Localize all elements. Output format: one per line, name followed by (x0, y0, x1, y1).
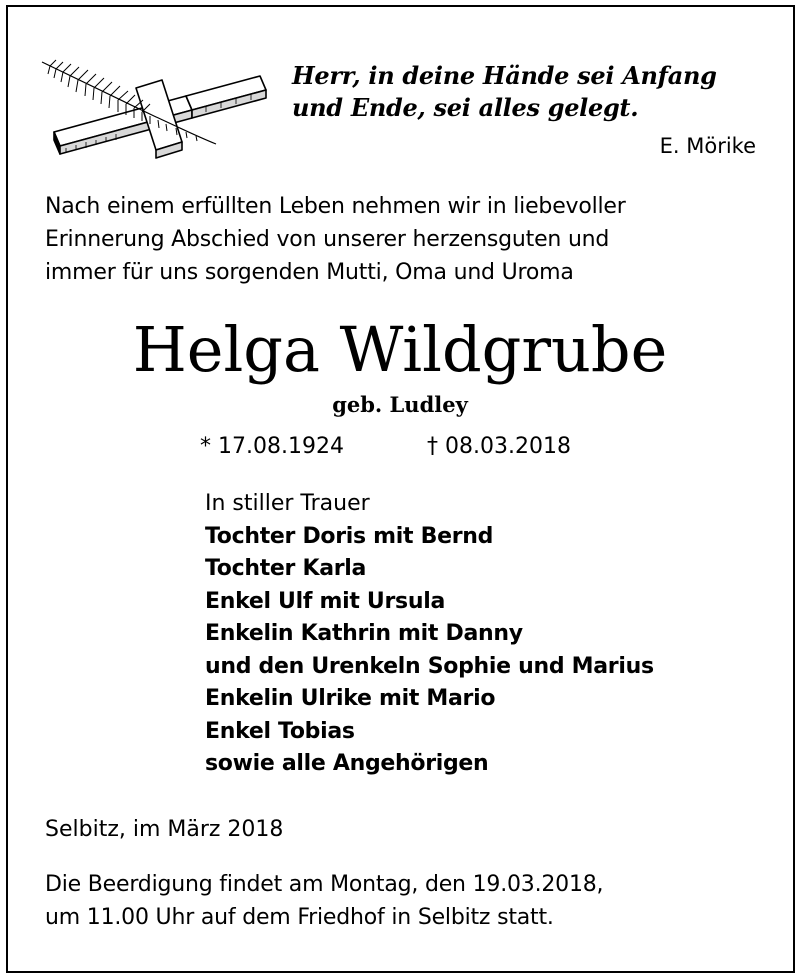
mourner-line: Enkel Tobias (205, 718, 355, 744)
quote-author: E. Mörike (659, 134, 756, 158)
cross-with-palm-branch-icon (36, 58, 268, 163)
mourner-line: sowie alle Angehörigen (205, 751, 489, 776)
mourner-line: Tochter Doris mit Bernd (205, 523, 494, 549)
mourner-line: Enkel Ulf mit Ursula (205, 588, 445, 614)
quote-line-1: Herr, in deine Hände sei Anfang (292, 61, 717, 90)
funeral-notice (45, 868, 765, 934)
mourner-line: Enkelin Kathrin mit Danny (205, 621, 523, 646)
mourner-line: Tochter Karla (205, 556, 367, 581)
intro-text (45, 190, 765, 289)
funeral-line-2: um 11.00 Uhr auf dem Friedhof in Selbitz statt. (45, 905, 554, 930)
bible-quote (292, 60, 754, 124)
mourning-lead: In stiller Trauer (205, 491, 370, 516)
mourner-line: Enkelin Ulrike mit Mario (205, 686, 496, 711)
mourner-line: und den Urenkeln Sophie und Marius (205, 653, 654, 679)
place-and-date: Selbitz, im März 2018 (45, 817, 284, 842)
maiden-name: geb. Ludley (332, 392, 468, 417)
intro-line-2: Erinnerung Abschied von unserer herzensguten und (45, 227, 610, 252)
intro-line-1: Nach einem erfüllten Leben nehmen wir in liebevoller (45, 194, 626, 219)
intro-line-3: immer für uns sorgenden Mutti, Oma und Uroma (45, 260, 574, 285)
funeral-line-1: Die Beerdigung findet am Montag, den 19.03.2018, (45, 872, 604, 897)
birth-date: * 17.08.1924 (200, 434, 344, 459)
death-date: † 08.03.2018 (427, 434, 571, 459)
deceased-name: Helga Wildgrube (132, 313, 668, 386)
quote-line-2: und Ende, sei alles gelegt. (292, 93, 639, 122)
mourners-list (205, 488, 765, 781)
